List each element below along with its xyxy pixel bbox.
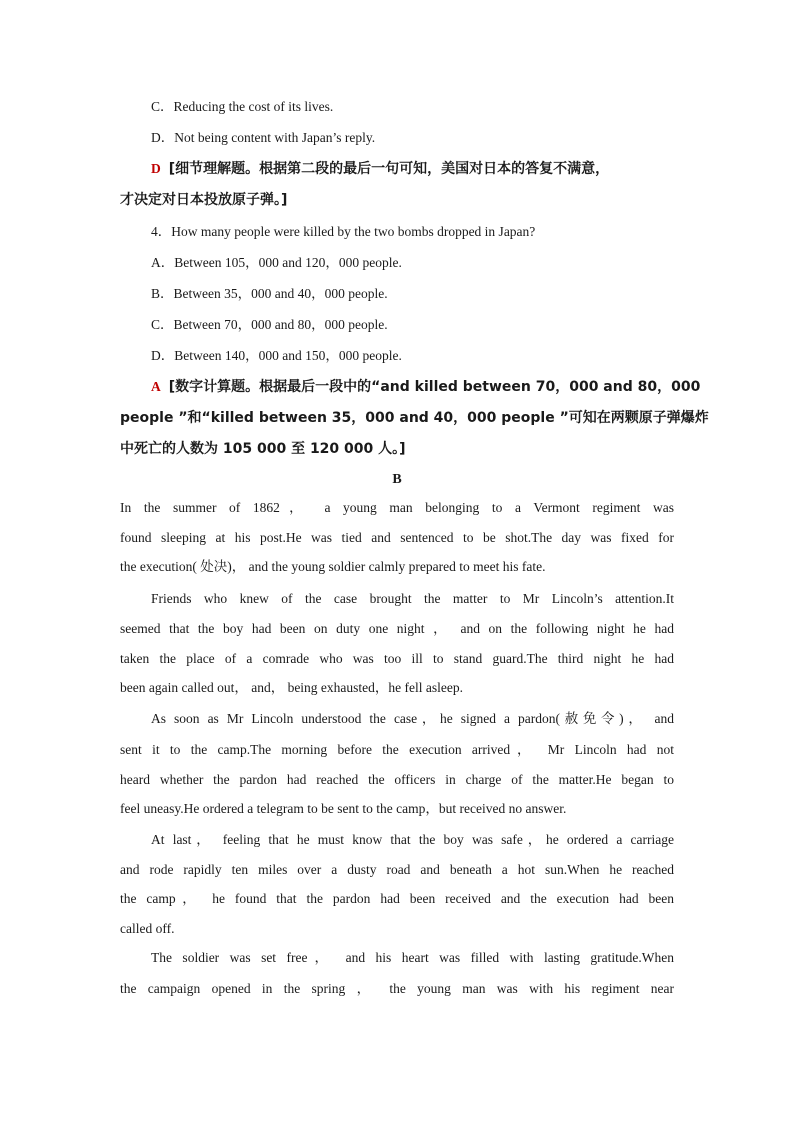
section-heading: B bbox=[392, 472, 402, 487]
passage-line: sent it to the camp.The morning before the execution arrived， Mr Lincoln had not bbox=[120, 742, 674, 757]
passage-line: taken the place of a comrade who was too ill to stand guard.The third night he had bbox=[120, 651, 674, 666]
passage-line: heard whether the pardon had reached the officers in charge of the matter.He began to bbox=[120, 772, 674, 787]
passage-line: feel uneasy.He ordered a telegram to be sent to the camp，but received no answer. bbox=[120, 801, 567, 816]
q4-explanation-line-3: 中死亡的人数为 105 000 至 120 000 人。] bbox=[120, 441, 406, 457]
q4-question: 4．How many people were killed by the two bombs dropped in Japan? bbox=[151, 224, 536, 239]
passage-line: seemed that the boy had been on duty one night ， and on the following night he had bbox=[120, 621, 674, 636]
passage-line: At last， feeling that he must know that the boy was safe，he ordered a carriage bbox=[151, 832, 674, 847]
q3-answer-letter: D bbox=[151, 161, 161, 176]
passage-line: As soon as Mr Lincoln understood the case，he signed a pardon(赦免令)， and bbox=[151, 711, 674, 726]
q4-option-d: D．Between 140，000 and 150，000 people. bbox=[151, 348, 402, 363]
q4-option-a: A．Between 105，000 and 120，000 people. bbox=[151, 255, 402, 270]
passage-line: The soldier was set free， and his heart was filled with lasting gratitude.When bbox=[151, 950, 674, 965]
q3-explanation-text-1: [细节理解题。根据第二段的最后一句可知，美国对日本的答复不满意， bbox=[168, 161, 610, 177]
passage-line: In the summer of 1862， a young man belonging to a Vermont regiment was bbox=[120, 500, 674, 515]
passage-line: the execution( 处决)， and the young soldier calmly prepared to meet his fate. bbox=[120, 559, 546, 574]
q4-explanation-line-2: people ”和“killed between 35，000 and 40，000 people ”可知在两颗原子弹爆炸 bbox=[120, 410, 709, 426]
q4-option-c: C．Between 70，000 and 80，000 people. bbox=[151, 317, 388, 332]
passage-line: been again called out， and， being exhausted，he fell asleep. bbox=[120, 680, 463, 695]
q3-explanation-line-2: 才决定对日本投放原子弹。] bbox=[120, 192, 288, 208]
q3-option-d: D．Not being content with Japan’s reply. bbox=[151, 130, 376, 145]
q3-explanation-line-1 bbox=[151, 159, 674, 179]
passage-line: Friends who knew of the case brought the matter to Mr Lincoln’s attention.It bbox=[151, 591, 674, 606]
q4-answer-letter: A bbox=[151, 379, 161, 394]
passage-line: called off. bbox=[120, 921, 175, 936]
q4-option-b: B．Between 35，000 and 40，000 people. bbox=[151, 286, 388, 301]
passage-line: found sleeping at his post.He was tied and sentenced to be shot.The day was fixed for bbox=[120, 530, 674, 545]
passage-line: and rode rapidly ten miles over a dusty road and beneath a hot sun.When he reached bbox=[120, 862, 674, 877]
passage-line: the camp， he found that the pardon had been received and the execution had been bbox=[120, 891, 674, 906]
q4-explanation-line-1 bbox=[151, 377, 701, 397]
q3-option-c: C．Reducing the cost of its lives. bbox=[151, 99, 334, 114]
passage-line: the campaign opened in the spring ， the young man was with his regiment near bbox=[120, 981, 674, 996]
q4-explanation-text-1: [数字计算题。根据最后一段中的“and killed between 70，000 and 80，000 bbox=[168, 379, 701, 395]
